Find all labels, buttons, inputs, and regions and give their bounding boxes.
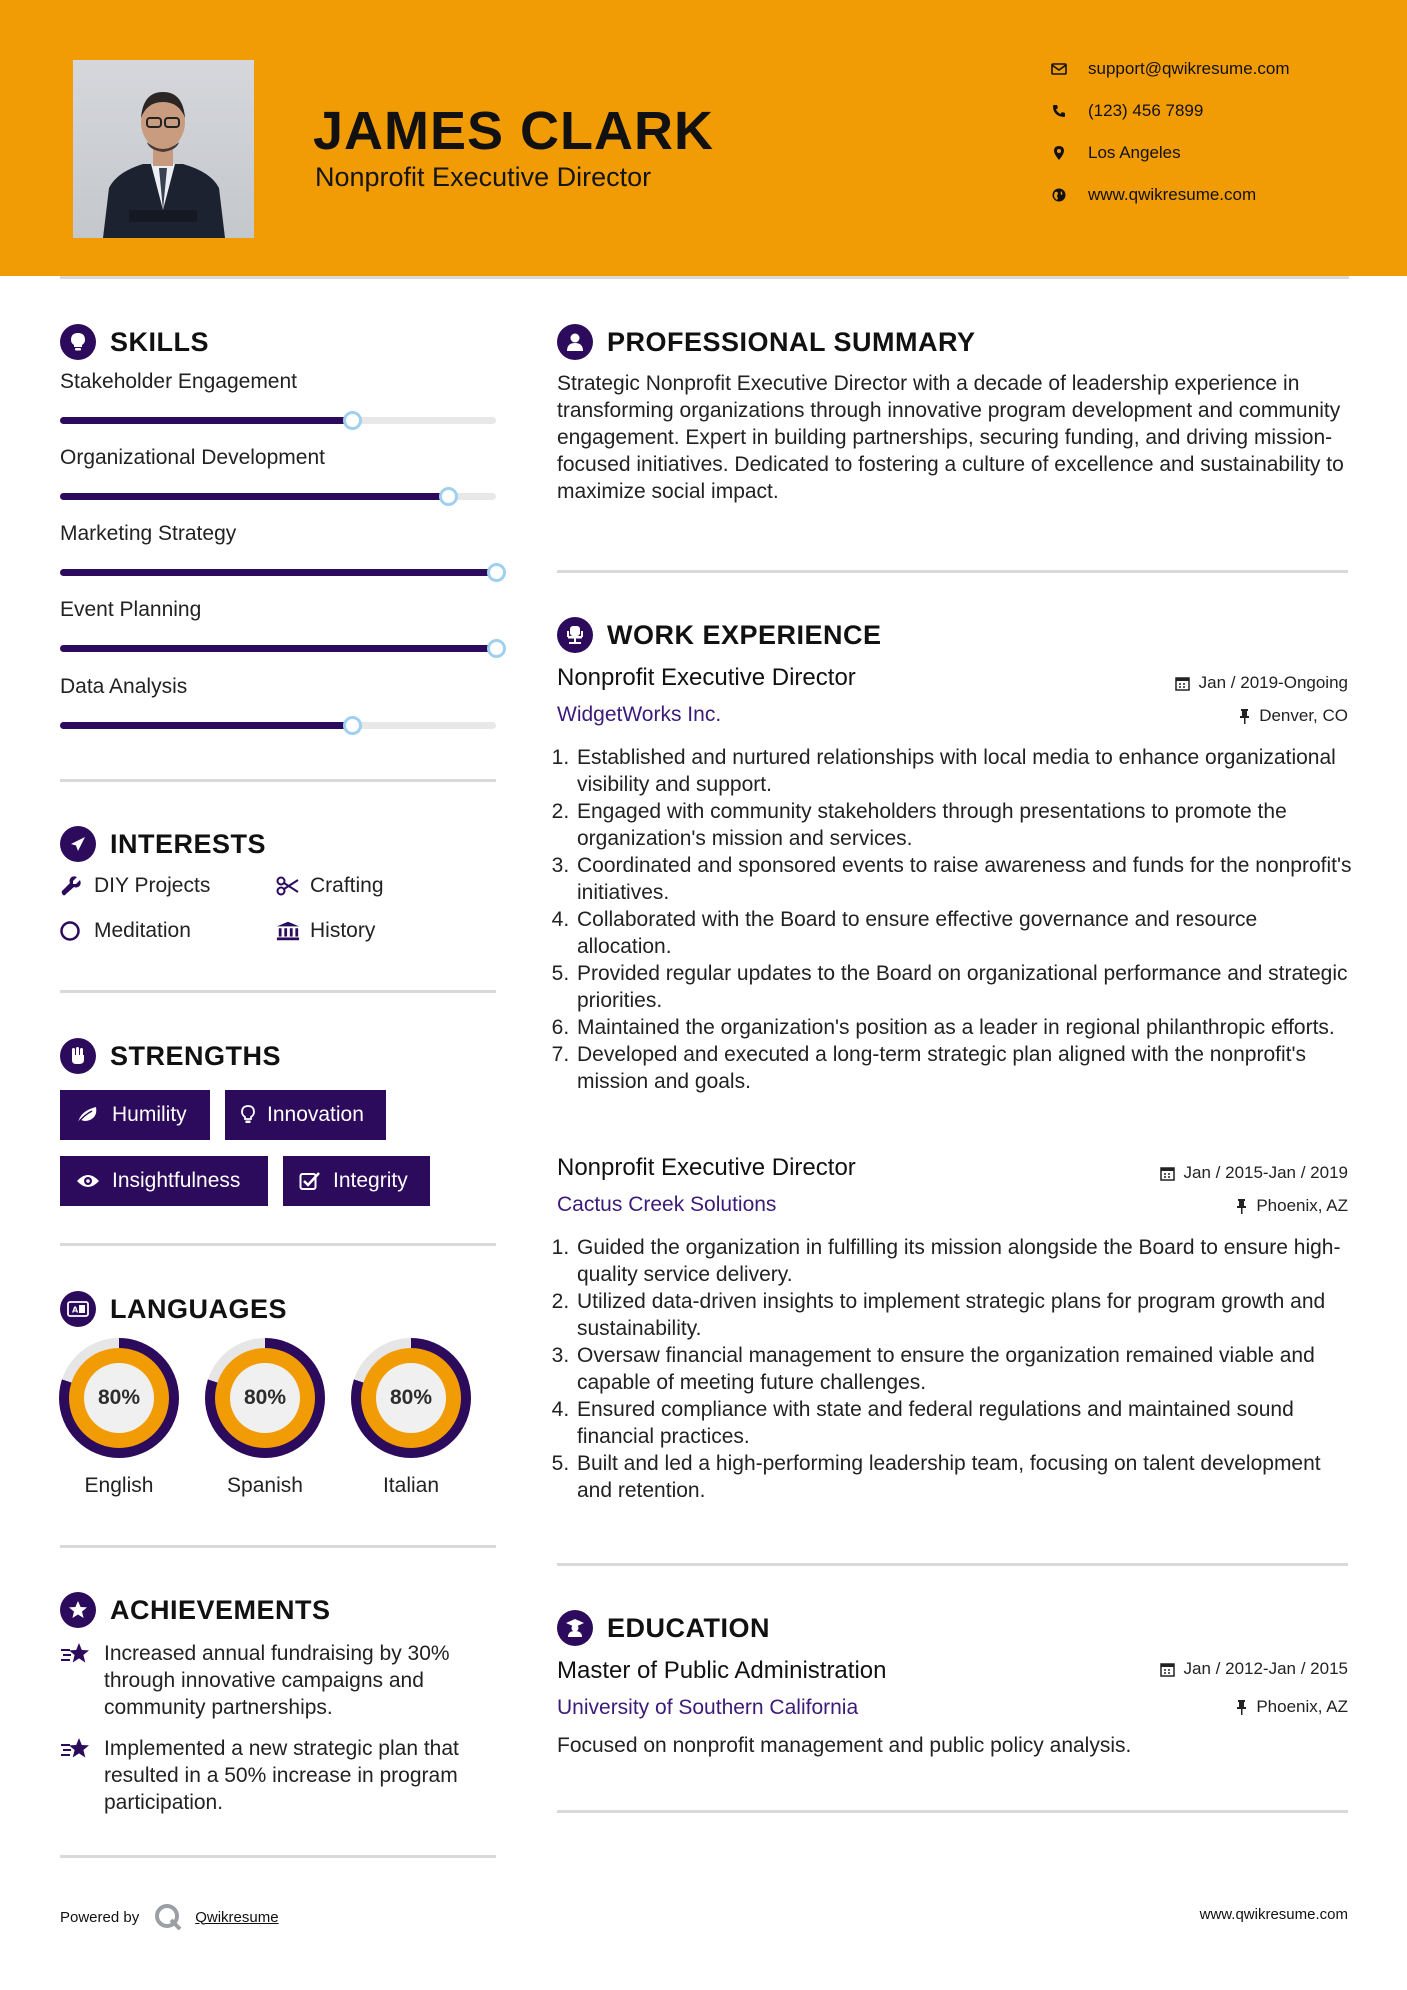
summary-heading	[557, 324, 976, 360]
phone-icon	[1050, 102, 1068, 120]
job-bullet: 6. Maintained the organization's position as a leader in regional philanthropic efforts.	[575, 1014, 1357, 1041]
skills-title: SKILLS	[110, 326, 210, 357]
wrench-icon	[60, 875, 84, 897]
language-icon	[60, 1291, 96, 1327]
pushpin-icon	[1239, 709, 1250, 724]
interest-item: DIY Projects	[60, 874, 210, 898]
language-ring	[351, 1338, 471, 1458]
skill-bar-knob	[487, 639, 506, 658]
skill-label: Event Planning	[60, 598, 202, 621]
job-bullets	[557, 744, 1357, 1095]
job-bullet: 5. Built and led a high-performing leadership team, focusing on talent development and retention.	[575, 1450, 1357, 1504]
contact-location-text: Los Angeles	[1088, 143, 1181, 162]
job-bullet: 2. Utilized data-driven insights to implement strategic plans for program growth and sustainability.	[575, 1288, 1357, 1342]
shooting-star-icon	[60, 1735, 94, 1816]
job-bullet: 1. Established and nurtured relationships with local media to enhance organizational visibility and support.	[575, 744, 1357, 798]
language-name: Italian	[382, 1474, 440, 1497]
interest-item: History	[276, 919, 375, 943]
strengths-divider	[60, 1243, 496, 1246]
leaf-icon	[76, 1105, 100, 1125]
svg-text:A: A	[72, 1305, 79, 1315]
pushpin-icon	[1236, 1700, 1247, 1715]
job-bullet: 4. Ensured compliance with state and federal regulations and maintained sound financial practices.	[575, 1396, 1357, 1450]
achievements-heading	[60, 1592, 331, 1628]
job-bullet: 2. Engaged with community stakeholders through presentations to promote the organization's mission and services.	[575, 798, 1357, 852]
education-description: Focused on nonprofit management and public policy analysis.	[557, 1734, 1132, 1757]
language-percent: 80%	[84, 1363, 154, 1433]
skills-heading	[60, 324, 209, 360]
strength-badge: Innovation	[225, 1090, 386, 1140]
job-bullet: 7. Developed and executed a long-term strategic plan aligned with the nonprofit's mission and goals.	[575, 1041, 1357, 1095]
candidate-title: Nonprofit Executive Director	[315, 162, 652, 192]
interests-divider	[60, 990, 496, 993]
qwikresume-link[interactable]: Qwikresume	[195, 1908, 279, 1926]
strengths-title: STRENGTHS	[110, 1040, 282, 1071]
language-item	[59, 1338, 179, 1498]
paper-plane-icon	[60, 826, 96, 862]
calendar-icon	[1160, 1166, 1175, 1181]
star-badge-icon	[60, 1592, 96, 1628]
bank-icon	[276, 920, 300, 942]
skill-bar	[60, 493, 496, 500]
envelope-icon	[1050, 60, 1068, 78]
skill-label: Marketing Strategy	[60, 522, 237, 545]
interest-item: Crafting	[276, 874, 384, 898]
company-name: Cactus Creek Solutions	[557, 1193, 777, 1216]
interest-item: Meditation	[60, 919, 191, 943]
contact-email-text: support@qwikresume.com	[1088, 59, 1290, 78]
footer-site[interactable]: www.qwikresume.com	[1199, 1906, 1348, 1923]
language-ring-accent	[215, 1348, 315, 1448]
skill-bar-fill	[60, 722, 352, 729]
achievement-item: Implemented a new strategic plan that resulted in a 50% increase in program participation.	[60, 1735, 500, 1816]
skill-bar-knob	[343, 411, 362, 430]
shooting-star-icon	[60, 1640, 94, 1721]
job-location: Denver, CO	[1239, 706, 1348, 726]
footer-powered	[60, 1902, 279, 1932]
skill-bar-knob	[343, 716, 362, 735]
skill-bar-fill	[60, 493, 448, 500]
skill-bar	[60, 569, 496, 576]
language-percent: 80%	[376, 1363, 446, 1433]
language-ring	[59, 1338, 179, 1458]
education-location: Phoenix, AZ	[1236, 1697, 1348, 1717]
skill-bar	[60, 645, 496, 652]
qwikresume-logo-icon	[153, 1902, 183, 1932]
languages-title: LANGUAGES	[110, 1293, 288, 1324]
contact-phone-text: (123) 456 7899	[1088, 101, 1204, 120]
user-icon	[557, 324, 593, 360]
summary-text: Strategic Nonprofit Executive Director with a decade of leadership experience in transforming organizations through innovative program development and community engagement. Expert in building partnerships, securing funding, and driving mission-focused initiatives. Dedicated to fostering a culture of excellence and sustainability to maximize social impact.	[557, 372, 1344, 503]
job-dates: Jan / 2019-Ongoing	[1175, 673, 1348, 693]
languages-heading	[60, 1291, 287, 1327]
job-title: Nonprofit Executive Director	[557, 1154, 856, 1181]
lightbulb-icon	[241, 1105, 255, 1125]
contact-website[interactable]	[1050, 185, 1256, 205]
degree-title: Master of Public Administration	[557, 1657, 887, 1684]
language-ring-accent	[69, 1348, 169, 1448]
language-item	[351, 1338, 471, 1498]
contact-email[interactable]	[1050, 59, 1290, 79]
powered-by-text: Powered by	[60, 1908, 140, 1926]
language-name: Spanish	[227, 1474, 303, 1497]
job-bullet: 3. Coordinated and sponsored events to raise awareness and funds for the nonprofit's initiatives.	[575, 852, 1357, 906]
skill-label: Organizational Development	[60, 446, 325, 469]
education-dates: Jan / 2012-Jan / 2015	[1160, 1659, 1348, 1679]
skill-bar	[60, 722, 496, 729]
circle-icon	[60, 920, 84, 942]
calendar-icon	[1175, 676, 1190, 691]
job-bullet: 3. Oversaw financial management to ensure the organization remained viable and capable of meeting future challenges.	[575, 1342, 1357, 1396]
map-marker-icon	[1050, 144, 1068, 162]
skill-bar-fill	[60, 569, 496, 576]
school-name: University of Southern California	[557, 1696, 859, 1719]
skill-bar-fill	[60, 417, 352, 424]
languages-divider	[60, 1545, 496, 1548]
job-location: Phoenix, AZ	[1236, 1196, 1348, 1216]
strengths-heading	[60, 1038, 281, 1074]
globe-icon	[1050, 186, 1068, 204]
language-item	[205, 1338, 325, 1498]
calendar-icon	[1160, 1662, 1175, 1677]
job-title: Nonprofit Executive Director	[557, 664, 856, 691]
summary-title: PROFESSIONAL SUMMARY	[607, 326, 976, 357]
check-square-icon	[299, 1171, 321, 1191]
company-name: WidgetWorks Inc.	[557, 703, 722, 726]
job-bullets	[557, 1234, 1357, 1504]
pushpin-icon	[1236, 1199, 1247, 1214]
language-ring-accent	[361, 1348, 461, 1448]
contact-phone[interactable]	[1050, 101, 1203, 121]
contact-website-text: www.qwikresume.com	[1088, 185, 1257, 204]
skill-label: Stakeholder Engagement	[60, 370, 297, 393]
lightbulb-icon	[60, 324, 96, 360]
office-chair-icon	[557, 617, 593, 653]
strength-badge: Integrity	[283, 1156, 430, 1206]
education-title: EDUCATION	[607, 1612, 770, 1643]
experience-title: WORK EXPERIENCE	[607, 619, 882, 650]
graduate-icon	[557, 1610, 593, 1646]
profile-photo	[73, 60, 254, 238]
language-ring	[205, 1338, 325, 1458]
skill-bar-knob	[487, 563, 506, 582]
candidate-name: JAMES CLARK	[313, 101, 715, 161]
achievements-divider	[60, 1855, 496, 1858]
job-dates: Jan / 2015-Jan / 2019	[1160, 1163, 1348, 1183]
language-percent: 80%	[230, 1363, 300, 1433]
header-divider	[60, 276, 1349, 279]
experience-divider	[557, 1563, 1348, 1566]
achievements-title: ACHIEVEMENTS	[110, 1594, 331, 1625]
skill-bar-knob	[439, 487, 458, 506]
job-bullet: 4. Collaborated with the Board to ensure effective governance and resource allocation.	[575, 906, 1357, 960]
fist-icon	[60, 1038, 96, 1074]
job-bullet: 1. Guided the organization in fulfilling its mission alongside the Board to ensure high-quality service delivery.	[575, 1234, 1357, 1288]
experience-heading	[557, 617, 882, 653]
strength-badge: Humility	[60, 1090, 210, 1140]
education-heading	[557, 1610, 770, 1646]
skills-divider	[60, 779, 496, 782]
contact-location	[1050, 143, 1181, 163]
header-band	[0, 0, 1407, 276]
skill-label: Data Analysis	[60, 675, 188, 698]
job-bullet: 5. Provided regular updates to the Board on organizational performance and strategic priorities.	[575, 960, 1357, 1014]
scissors-icon	[276, 876, 300, 896]
achievement-item: Increased annual fundraising by 30% through innovative campaigns and community partnerships.	[60, 1640, 500, 1721]
strength-badge: Insightfulness	[60, 1156, 268, 1206]
language-name: English	[84, 1474, 154, 1497]
interests-title: INTERESTS	[110, 828, 267, 859]
skill-bar-fill	[60, 645, 496, 652]
education-divider	[557, 1810, 1348, 1813]
skill-bar	[60, 417, 496, 424]
summary-divider	[557, 570, 1348, 573]
eye-icon	[76, 1173, 100, 1189]
interests-heading	[60, 826, 266, 862]
